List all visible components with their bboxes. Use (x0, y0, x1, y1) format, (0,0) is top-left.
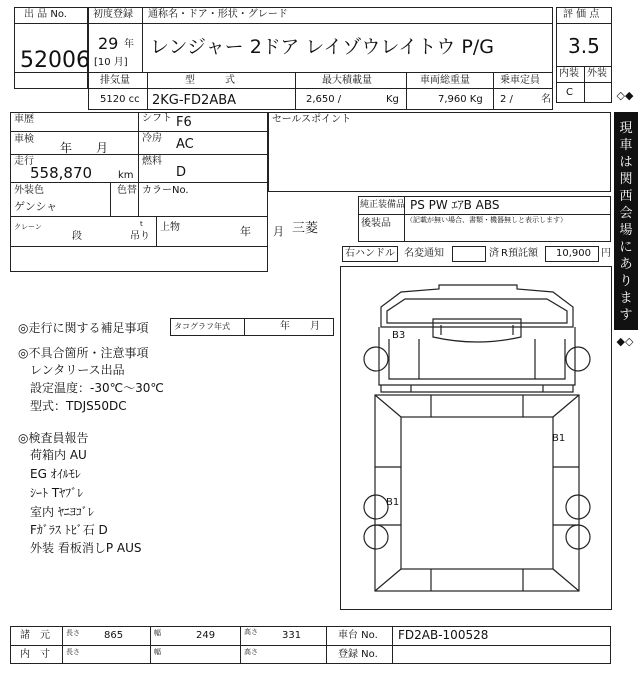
footer-col (326, 626, 327, 664)
type-label: 型 式 (185, 75, 235, 86)
equipment-label: 純正装備品 (360, 200, 406, 210)
length-label: 長さ (66, 629, 80, 637)
color-value: ゲンシャ (14, 200, 58, 213)
details-row-2 (10, 154, 268, 155)
damage-mark-b1-left: B1 (386, 497, 400, 508)
gross-weight-value: 7,960 Kg (438, 94, 483, 105)
fuel-value: D (176, 165, 187, 180)
inspector-line: ｼｰﾄ Tﾔﾌﾞﾚ (30, 486, 84, 500)
inspector-line: 外装 看板消しP AUS (30, 541, 142, 555)
lot-number: 52006 (20, 48, 90, 73)
sidebar-marks-bottom: ◆◇ (616, 335, 634, 348)
color-no-label: カラーNo. (142, 185, 189, 196)
interior-grade: C (566, 87, 573, 98)
displacement-value: 5120 cc (100, 94, 140, 105)
driving-heading: ◎走行に関する補足事項 (18, 321, 149, 335)
model-name: レンジャー 2ドア レイゾウレイトウ P/G (150, 36, 494, 58)
inner-height-label: 高さ (244, 648, 258, 656)
inner-label: 内 寸 (20, 649, 50, 660)
footer-col (150, 626, 151, 664)
details-color-divider (110, 182, 111, 216)
mileage-label: 走行 (14, 156, 34, 167)
height-value: 331 (282, 630, 302, 641)
sidebar-banner (614, 112, 638, 330)
inner-width-label: 幅 (154, 648, 161, 656)
exterior-label: 外装 (587, 68, 607, 79)
footer-row-divider (10, 645, 611, 646)
capacity-label: 乗車定員 (500, 75, 540, 86)
capacity-unit: 名 (541, 94, 551, 105)
inspection-value: 年 月 (60, 141, 109, 155)
damage-mark-b3: B3 (392, 330, 406, 341)
handle-label: 右ハンドル (345, 248, 395, 259)
sidebar-marks-top: ◇◆ (616, 89, 634, 102)
details-row-5 (10, 246, 268, 247)
shift-value: F6 (176, 115, 192, 130)
inspector-line: Fｶﾞﾗｽ ﾄﾋﾞ石 D (30, 523, 108, 537)
mileage-value: 558,870 (30, 164, 93, 182)
tacho-label: タコグラフ年式 (174, 322, 230, 331)
history-label: 車歴 (14, 114, 34, 125)
recycle-value: 10,900 (556, 248, 591, 259)
max-load-label: 最大積載量 (322, 75, 372, 86)
width-label: 幅 (154, 629, 161, 637)
defects-heading: ◎不具合箇所・注意事項 (18, 346, 149, 360)
year-unit: 年 (124, 39, 134, 50)
body-label: 上物 (160, 222, 180, 233)
color-change-label: 色替 (117, 185, 137, 196)
lot-number-label: 出 品 No. (24, 9, 67, 20)
footer-col (62, 626, 63, 664)
type-value: 2KG-FD2ABA (152, 93, 237, 108)
inspection-label: 車検 (14, 134, 34, 145)
shift-label: シフト (142, 113, 172, 124)
crane-label: クレーン (14, 223, 42, 231)
body-value: 年 月 (240, 225, 284, 238)
ac-label: 冷房 (142, 133, 162, 144)
footer-col (392, 626, 393, 664)
body-maker: 三菱 (292, 221, 319, 236)
length-value: 865 (104, 630, 124, 641)
fuel-label: 燃料 (142, 156, 162, 167)
chassis-value: FD2AB-100528 (398, 628, 489, 642)
recycle-label: R預託額 (501, 248, 538, 259)
inspector-line: EG ｵｲﾙﾓﾚ (30, 467, 81, 481)
defect-line: レンタリース出品 (30, 363, 125, 377)
details-row-4 (10, 216, 268, 217)
registration-label: 登録 No. (338, 649, 378, 660)
ac-value: AC (176, 137, 194, 152)
recycle-prefix: 済 (489, 248, 499, 259)
grade-label: 評 価 点 (563, 9, 600, 20)
interior-label: 内装 (559, 68, 579, 79)
damage-mark-b1-right: B1 (552, 433, 566, 444)
sidebar-text: 現車は関西会場にあります (619, 121, 633, 323)
crane-stage: 段 (72, 231, 82, 242)
height-label: 高さ (244, 628, 258, 636)
grade-value: 3.5 (568, 34, 600, 58)
mileage-unit: km (118, 170, 134, 181)
capacity-value: 2 / (500, 94, 513, 105)
displacement-label: 排気量 (100, 75, 130, 86)
first-reg-label: 初度登録 (93, 9, 133, 20)
details-row-1 (10, 131, 268, 132)
max-load-unit: Kg (386, 94, 399, 105)
first-reg-year: 29 (98, 34, 119, 53)
crane-lift: 吊り (130, 231, 150, 242)
name-change-label: 名変通知 (404, 248, 444, 259)
recycle-unit: 円 (601, 248, 611, 259)
inner-length-label: 長さ (66, 648, 80, 656)
equipment-value: PS PW ｴｱB ABS (410, 198, 500, 212)
width-value: 249 (196, 630, 216, 641)
max-load-value: 2,650 / (306, 94, 342, 105)
crane-ton: t (140, 220, 143, 228)
dims-label: 諸 元 (20, 630, 50, 641)
defect-line: 設定温度：-30℃～30℃ (30, 381, 164, 395)
sales-point-label: セールスポイント (272, 114, 352, 125)
first-reg-month: [10 月] (94, 57, 128, 68)
tacho-value: 年 月 (280, 321, 320, 332)
chassis-label: 車台 No. (338, 630, 378, 641)
inspector-heading: ◎検査員報告 (18, 431, 89, 445)
details-row-3 (10, 182, 268, 183)
equipment-divider (358, 214, 611, 215)
gross-weight-label: 車両総重量 (420, 75, 470, 86)
truck-outline (341, 267, 611, 609)
crane-divider (156, 216, 157, 246)
defect-line: 型式：TDJS50DC (30, 399, 127, 413)
details-col-divider (138, 112, 139, 216)
aftermarket-label: 後装品 (361, 218, 391, 229)
color-label: 外装色 (14, 185, 44, 196)
details-left-grid (10, 112, 268, 272)
tacho-divider (244, 318, 245, 336)
name-change-box (452, 246, 486, 262)
footer-col (240, 626, 241, 664)
inspector-line: 荷箱内 AU (30, 448, 87, 462)
inspector-line: 室内 ﾔﾆﾖｺﾞﾚ (30, 505, 94, 519)
truck-diagram (340, 266, 612, 610)
model-label: 通称名・ドア・形状・グレード (148, 9, 288, 20)
aftermarket-note: （記載が無い場合、書類・機器無しと表示します） (406, 216, 567, 224)
grade-sub-divider (584, 66, 585, 103)
